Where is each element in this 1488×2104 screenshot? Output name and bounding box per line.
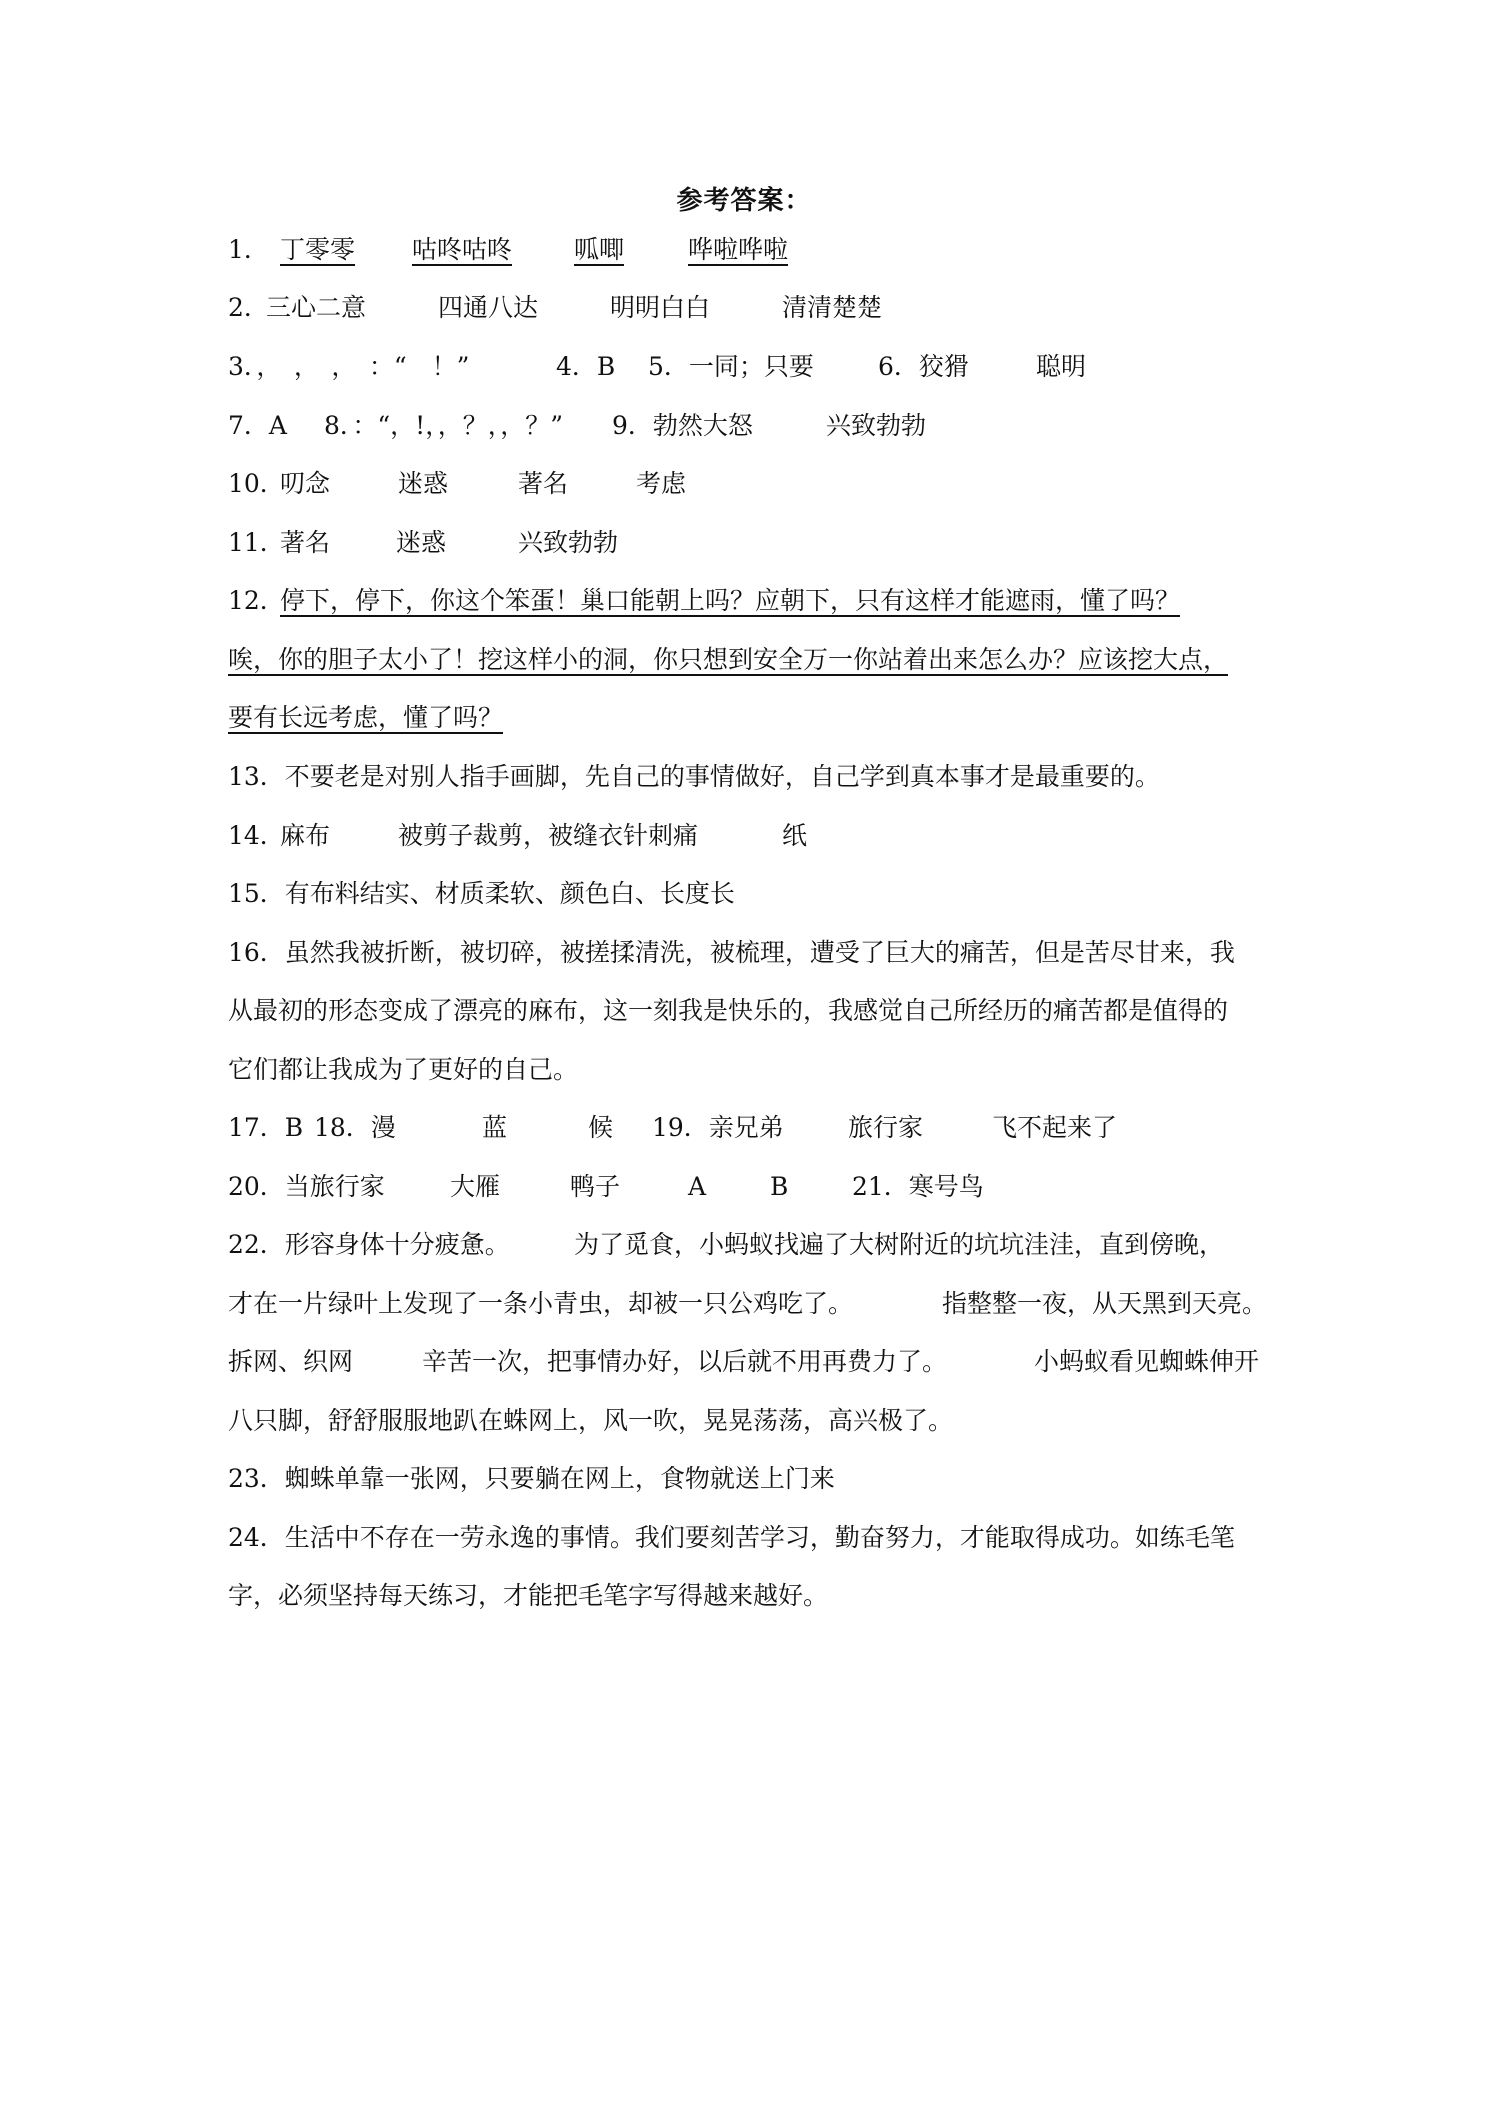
answer-text: 为了觅食，小蚂蚁找遍了大树附近的坑坑洼洼，直到傍晚， xyxy=(574,1230,1225,1259)
answer-text: B xyxy=(770,1172,789,1201)
answer-text: 20．当旅行家 xyxy=(228,1172,385,1201)
answer-text: 候 xyxy=(588,1113,614,1142)
answer-number: 14． xyxy=(228,821,285,850)
answer-text: 17．B xyxy=(228,1113,304,1142)
answer-text: 23．蜘蛛单靠一张网，只要躺在网上，食物就送上门来 xyxy=(228,1464,835,1493)
answer-text: 从最初的形态变成了漂亮的麻布，这一刻我是快乐的，我感觉自己所经历的痛苦都是值得的 xyxy=(228,996,1229,1025)
answer-text: 15．有布料结实、材质柔软、颜色白、长度长 xyxy=(228,879,735,908)
answer-text: 它们都让我成为了更好的自己。 xyxy=(228,1055,579,1084)
answer-number: 12． xyxy=(228,586,285,615)
answer-text: 辛苦一次，把事情办好，以后就不用再费力了。 xyxy=(422,1347,948,1376)
answer-text: 迷惑 xyxy=(398,469,449,498)
answer-number: 2． xyxy=(228,293,269,322)
answer-text: 纸 xyxy=(782,821,808,850)
answer-text: 兴致勃勃 xyxy=(826,411,927,440)
answer-text: 八只脚，舒舒服服地趴在蛛网上，风一吹，晃晃荡荡，高兴极了。 xyxy=(228,1406,954,1435)
answer-text: 著名 xyxy=(280,528,331,557)
answer-text: 大雁 xyxy=(450,1172,501,1201)
answer-text: 叨念 xyxy=(280,469,331,498)
answer-blank: 咕咚咕咚 xyxy=(412,235,513,264)
answer-text: 19．亲兄弟 xyxy=(652,1113,784,1142)
answer-text: 考虑 xyxy=(636,469,687,498)
answer-text: 四通八达 xyxy=(438,293,539,322)
answer-text: 9．勃然大怒 xyxy=(612,411,753,440)
answer-text: 明明白白 xyxy=(610,293,711,322)
answer-text: 三心二意 xyxy=(266,293,367,322)
answer-text: 麻布 xyxy=(280,821,331,850)
page-title: 参考答案： xyxy=(676,186,812,216)
answer-text: 聪明 xyxy=(1036,352,1087,381)
answer-text: 才在一片绿叶上发现了一条小青虫，却被一只公鸡吃了。 xyxy=(228,1289,854,1318)
answer-text: 蓝 xyxy=(482,1113,508,1142)
answer-blank: 呱唧 xyxy=(574,235,625,264)
answer-text: 5．一同；只要 xyxy=(648,352,814,381)
answer-text: 4．B xyxy=(556,352,616,381)
answer-underlined-text: 停下，停下，你这个笨蛋！巢口能朝上吗？应朝下，只有这样才能遮雨，懂了吗？ xyxy=(280,586,1181,615)
answer-text: 指整整一夜，从天黑到天亮。 xyxy=(942,1289,1268,1318)
answer-text: 7．A xyxy=(228,411,287,440)
answer-text: 被剪子裁剪，被缝衣针刺痛 xyxy=(398,821,699,850)
answer-number: 1． xyxy=(228,235,269,264)
answer-number: 10． xyxy=(228,469,285,498)
answer-text: 迷惑 xyxy=(396,528,447,557)
answer-text: 18．漫 xyxy=(314,1113,396,1142)
answer-text: 旅行家 xyxy=(848,1113,924,1142)
answer-text: 拆网、织网 xyxy=(228,1347,354,1376)
answer-underlined-text: 要有长远考虑，懂了吗？ xyxy=(228,703,504,732)
answer-text: 22．形容身体十分疲惫。 xyxy=(228,1230,510,1259)
answer-text: A xyxy=(688,1172,707,1201)
answer-text: 24．生活中不存在一劳永逸的事情。我们要刻苦学习，勤奋努力，才能取得成功。如练毛笔 xyxy=(228,1523,1235,1552)
answer-text: 6．狡猾 xyxy=(878,352,969,381)
answer-text: 著名 xyxy=(518,469,569,498)
answer-text: 小蚂蚁看见蜘蛛伸开 xyxy=(1034,1347,1260,1376)
answer-text: 飞不起来了 xyxy=(992,1113,1118,1142)
answer-text: 3．， ， ， ：“ ！” xyxy=(228,352,470,381)
answer-text: 鸭子 xyxy=(570,1172,621,1201)
answer-number: 11． xyxy=(228,528,285,557)
answer-text: 13．不要老是对别人指手画脚，先自己的事情做好，自己学到真本事才是最重要的。 xyxy=(228,762,1160,791)
answer-text: 21．寒号鸟 xyxy=(852,1172,984,1201)
answer-blank: 丁零零 xyxy=(280,235,356,264)
answer-text: 清清楚楚 xyxy=(782,293,883,322)
answer-blank: 哗啦哗啦 xyxy=(688,235,789,264)
answer-text: 16．虽然我被折断，被切碎，被搓揉清洗，被梳理，遭受了巨大的痛苦，但是苦尽甘来，我 xyxy=(228,938,1235,967)
answer-underlined-text: 唉，你的胆子太小了！挖这样小的洞，你只想到安全万一你站着出来怎么办？应该挖大点， xyxy=(228,645,1229,674)
answer-text: 8．：“，!，，？，，？” xyxy=(324,411,564,440)
answer-text: 字，必须坚持每天练习，才能把毛笔字写得越来越好。 xyxy=(228,1581,829,1610)
answer-text: 兴致勃勃 xyxy=(518,528,619,557)
